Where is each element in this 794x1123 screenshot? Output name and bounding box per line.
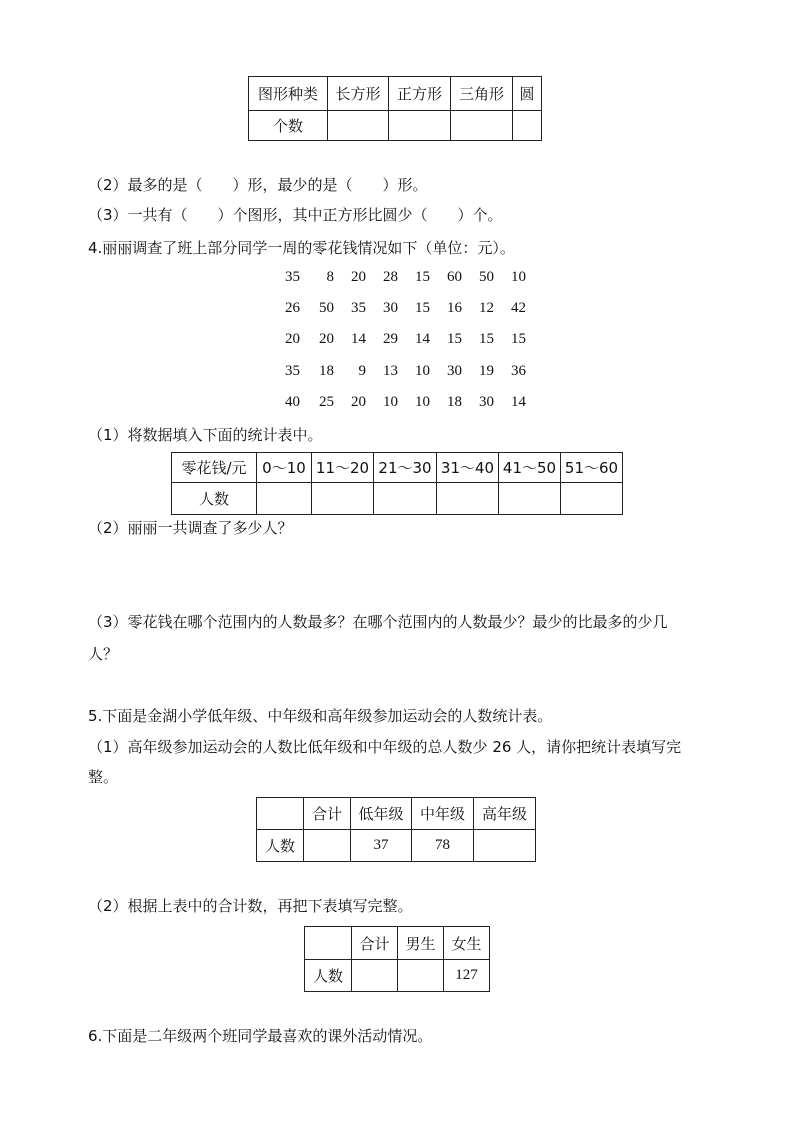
empty-cell (561, 483, 623, 515)
table-header-cell (305, 927, 352, 960)
empty-cell (451, 111, 513, 141)
table-cell (352, 960, 398, 992)
gender-table (304, 926, 490, 992)
table-cell: 37 (351, 830, 412, 862)
empty-cell (389, 111, 451, 141)
table-row-label: 人数 (305, 960, 352, 992)
question-3-part-2: （2）最多的是（ ）形，最少的是（ ）形。 (88, 176, 428, 194)
empty-cell (513, 111, 542, 141)
table-cell: 78 (412, 830, 474, 862)
question-5-title: 5.下面是金湖小学低年级、中年级和高年级参加运动会的人数统计表。 (88, 707, 553, 725)
table-header-cell: 41～50 (499, 453, 561, 483)
table-cell (474, 830, 536, 862)
question-3-part-3: （3）一共有（ ）个图形，其中正方形比圆少（ ）个。 (88, 206, 503, 224)
empty-cell (374, 483, 437, 515)
table-header-cell: 女生 (444, 927, 490, 960)
empty-cell (257, 483, 312, 515)
question-4-part-3-continued: 人？ (88, 645, 119, 663)
table-header-cell: 11～20 (312, 453, 374, 483)
table-header-cell: 合计 (304, 798, 351, 830)
question-4-title: 4.丽丽调查了班上部分同学一周的零花钱情况如下（单位：元）。 (88, 239, 515, 257)
table-header-cell: 0～10 (257, 453, 312, 483)
question-5-part-1-continued: 整。 (88, 768, 119, 786)
table-header-cell: 正方形 (389, 77, 451, 111)
table-header-cell: 51～60 (561, 453, 623, 483)
empty-cell (328, 111, 389, 141)
question-4-part-3: （3）零花钱在哪个范围内的人数最多？在哪个范围内的人数最少？最少的比最多的少几 (88, 613, 668, 631)
empty-cell (312, 483, 374, 515)
empty-cell (437, 483, 499, 515)
table-header-cell: 三角形 (451, 77, 513, 111)
table-header-cell: 零花钱/元 (172, 453, 257, 483)
table-row-label: 人数 (257, 830, 304, 862)
question-4-part-2: （2）丽丽一共调查了多少人？ (88, 519, 293, 537)
table-row-label: 个数 (249, 111, 328, 141)
table-header-cell: 高年级 (474, 798, 536, 830)
pocket-money-table (171, 452, 623, 515)
sports-meet-table (256, 797, 536, 862)
table-header-cell: 中年级 (412, 798, 474, 830)
table-header-cell: 图形种类 (249, 77, 328, 111)
question-4-part-1: （1）将数据填入下面的统计表中。 (88, 426, 323, 444)
table-header-cell: 男生 (398, 927, 444, 960)
table-header-cell: 合计 (352, 927, 398, 960)
question-6-title: 6.下面是二年级两个班同学最喜欢的课外活动情况。 (88, 1027, 433, 1045)
table-cell (304, 830, 351, 862)
table-header-cell: 长方形 (328, 77, 389, 111)
table-header-cell: 21～30 (374, 453, 437, 483)
table-cell (398, 960, 444, 992)
table-header-cell: 低年级 (351, 798, 412, 830)
question-5-part-1: （1）高年级参加运动会的人数比低年级和中年级的总人数少 26 人，请你把统计表填写完 (88, 738, 682, 756)
table-row-label: 人数 (172, 483, 257, 515)
table-cell: 127 (444, 960, 490, 992)
table-header-cell (257, 798, 304, 830)
question-5-part-2: （2）根据上表中的合计数，再把下表填写完整。 (88, 897, 413, 915)
shape-count-table (248, 76, 542, 141)
empty-cell (499, 483, 561, 515)
table-header-cell: 31～40 (437, 453, 499, 483)
table-header-cell: 圆 (513, 77, 542, 111)
